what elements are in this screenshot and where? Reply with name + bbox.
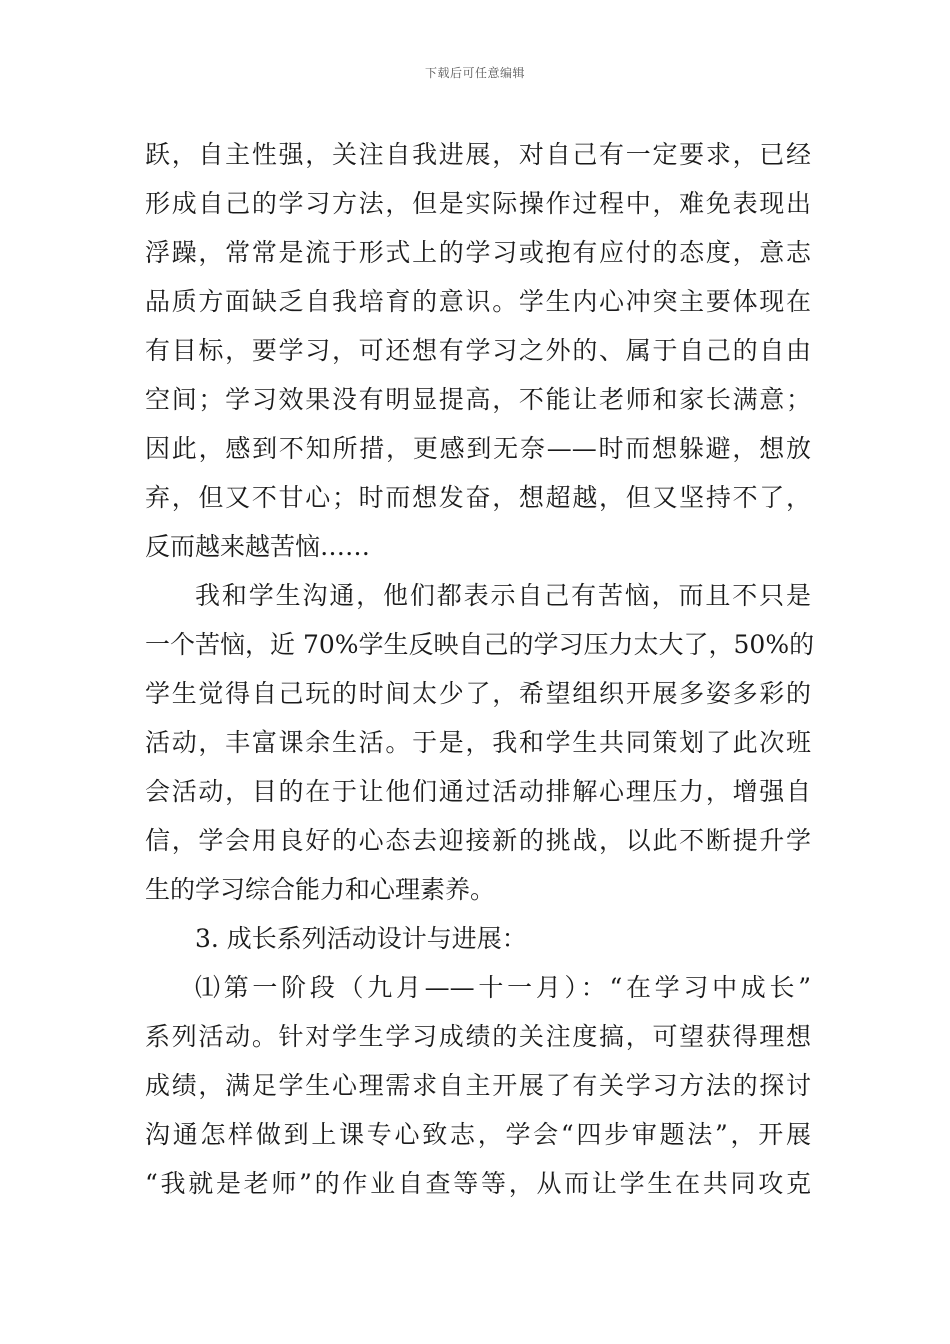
text-line: ⑴第一阶段（九月——十一月）：“在学习中成长” [195,973,811,1002]
text-line: 活动，丰富课余生活。于是，我和学生共同策划了此次班 [145,728,811,757]
text-line: 因此，感到不知所措，更感到无奈——时而想躲避，想放 [145,434,811,463]
text-line: 生的学习综合能力和心理素养。 [145,875,496,904]
text-line: “我就是老师”的作业自查等等，从而让学生在共同攻克 [145,1169,811,1198]
text-line: 3. 成长系列活动设计与进展： [195,924,527,953]
text-line: 学生觉得自己玩的时间太少了，希望组织开展多姿多彩的 [145,679,811,708]
text-line: 成绩，满足学生心理需求自主开展了有关学习方法的探讨 [145,1071,811,1100]
text-line: 品质方面缺乏自我培育的意识。学生内心冲突主要体现在 [145,287,811,316]
text-line: 浮躁，常常是流于形式上的学习或抱有应付的态度，意志 [145,238,811,267]
text-line: 形成自己的学习方法，但是实际操作过程中，难免表现出 [145,189,811,218]
text-line: 一个苦恼，近 70%学生反映自己的学习压力太大了，50%的 [145,630,815,659]
text-line: 有目标，要学习，可还想有学习之外的、属于自己的自由 [145,336,811,365]
text-line: 弃，但又不甘心；时而想发奋，想超越，但又坚持不了， [145,483,811,512]
text-line: 我和学生沟通，他们都表示自己有苦恼，而且不只是 [195,581,811,610]
text-line: 会活动，目的在于让他们通过活动排解心理压力，增强自 [145,777,811,806]
text-line: 空间；学习效果没有明显提高，不能让老师和家长满意； [145,385,811,414]
text-line: 沟通怎样做到上课专心致志，学会“四步审题法”，开展 [145,1120,811,1149]
document-body [145,130,815,1208]
text-line: 反而越来越苦恼…… [145,532,371,561]
text-line: 跃，自主性强，关注自我进展，对自己有一定要求，已经 [145,140,811,169]
text-line: 信，学会用良好的心态去迎接新的挑战，以此不断提升学 [145,826,811,855]
page-header: 下载后可任意编辑 [424,66,525,80]
text-line: 系列活动。针对学生学习成绩的关注度搞，可望获得理想 [145,1022,811,1051]
